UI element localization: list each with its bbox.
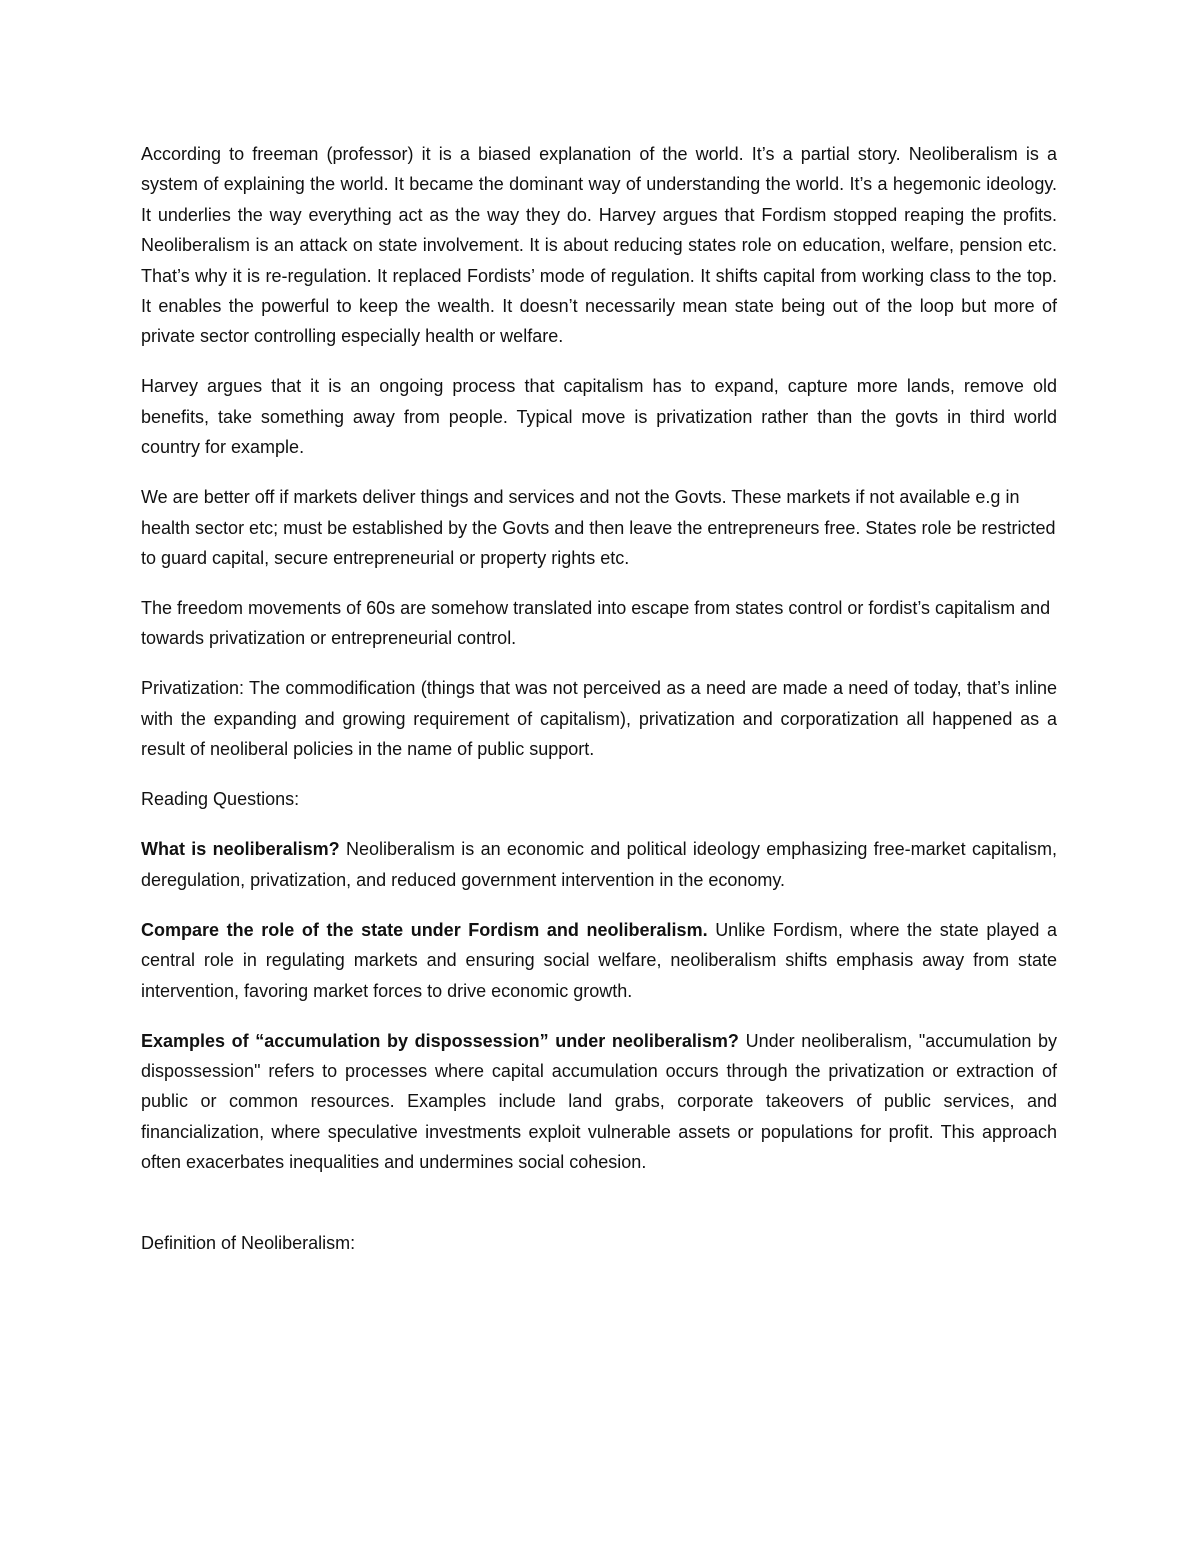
- paragraph-freedom-movements: The freedom movements of 60s are somehow translated into escape from states control or fordist’s capitalism and towards privatization or entrepreneurial control.: [141, 598, 1051, 649]
- answer-3: Under neoliberalism, "accumulation by dispossession" refers to processes where capital accumulation occurs through the privatization or extraction of public or common resources. Examples include land grabs, corporate takeovers of public services, and financialization, where speculative investments exploit vulnerable assets or populations for profit. This approach often exacerbates inequalities and undermines social cohesion.: [141, 1030, 1057, 1173]
- answer-1: Neoliberalism is an economic and political ideology emphasizing free-market capitalism, deregulation, privatization, and reduced government intervention in the economy.: [141, 839, 1057, 890]
- question-block-3: [141, 1026, 1057, 1178]
- question-3: Examples of “accumulation by dispossession” under neoliberalism?: [141, 1030, 739, 1051]
- paragraph-privatization: Privatization: The commodification (things that was not perceived as a need are made a need of today, that’s inline with the expanding and growing requirement of capitalism), privatization and corporatization all happened as a result of neoliberal policies in the name of public support.: [141, 678, 1057, 760]
- paragraph-markets: We are better off if markets deliver things and services and not the Govts. These markets if not available e.g in health sector etc; must be established by the Govts and then leave the entrepreneurs free. States role be restricted to guard capital, secure entrepreneurial or property rights etc.: [141, 487, 1056, 569]
- question-1: What is neoliberalism?: [141, 839, 340, 860]
- answer-2: Unlike Fordism, where the state played a central role in regulating markets and ensuring social welfare, neoliberalism shifts emphasis away from state intervention, favoring market forces to drive economic growth.: [141, 919, 1057, 1001]
- paragraph-harvey-process: Harvey argues that it is an ongoing process that capitalism has to expand, capture more lands, remove old benefits, take something away from people. Typical move is privatization rather than the govts in third world country for example.: [141, 376, 1057, 458]
- question-block-1: [141, 834, 1057, 895]
- document-page: [141, 139, 1057, 1278]
- question-2: Compare the role of the state under Fordism and neoliberalism.: [141, 919, 708, 940]
- reading-questions-heading: Reading Questions:: [141, 789, 300, 810]
- paragraph-freeman: According to freeman (professor) it is a biased explanation of the world. It’s a partial story. Neoliberalism is a system of explaining the world. It became the dominant way of understanding the world. It’s a hegemonic ideology. It underlies the way everything act as the way they do. Harvey argues that Fordism stopped reaping the profits. Neoliberalism is an attack on state involvement. It is about reducing states role on education, welfare, pension etc. That’s why it is re-regulation. It replaced Fordists’ mode of regulation. It shifts capital from working class to the top. It enables the powerful to keep the wealth. It doesn’t necessarily mean state being out of the loop but more of private sector controlling especially health or welfare.: [141, 144, 1057, 347]
- question-block-2: [141, 915, 1057, 1006]
- definition-heading: Definition of Neoliberalism:: [141, 1232, 356, 1253]
